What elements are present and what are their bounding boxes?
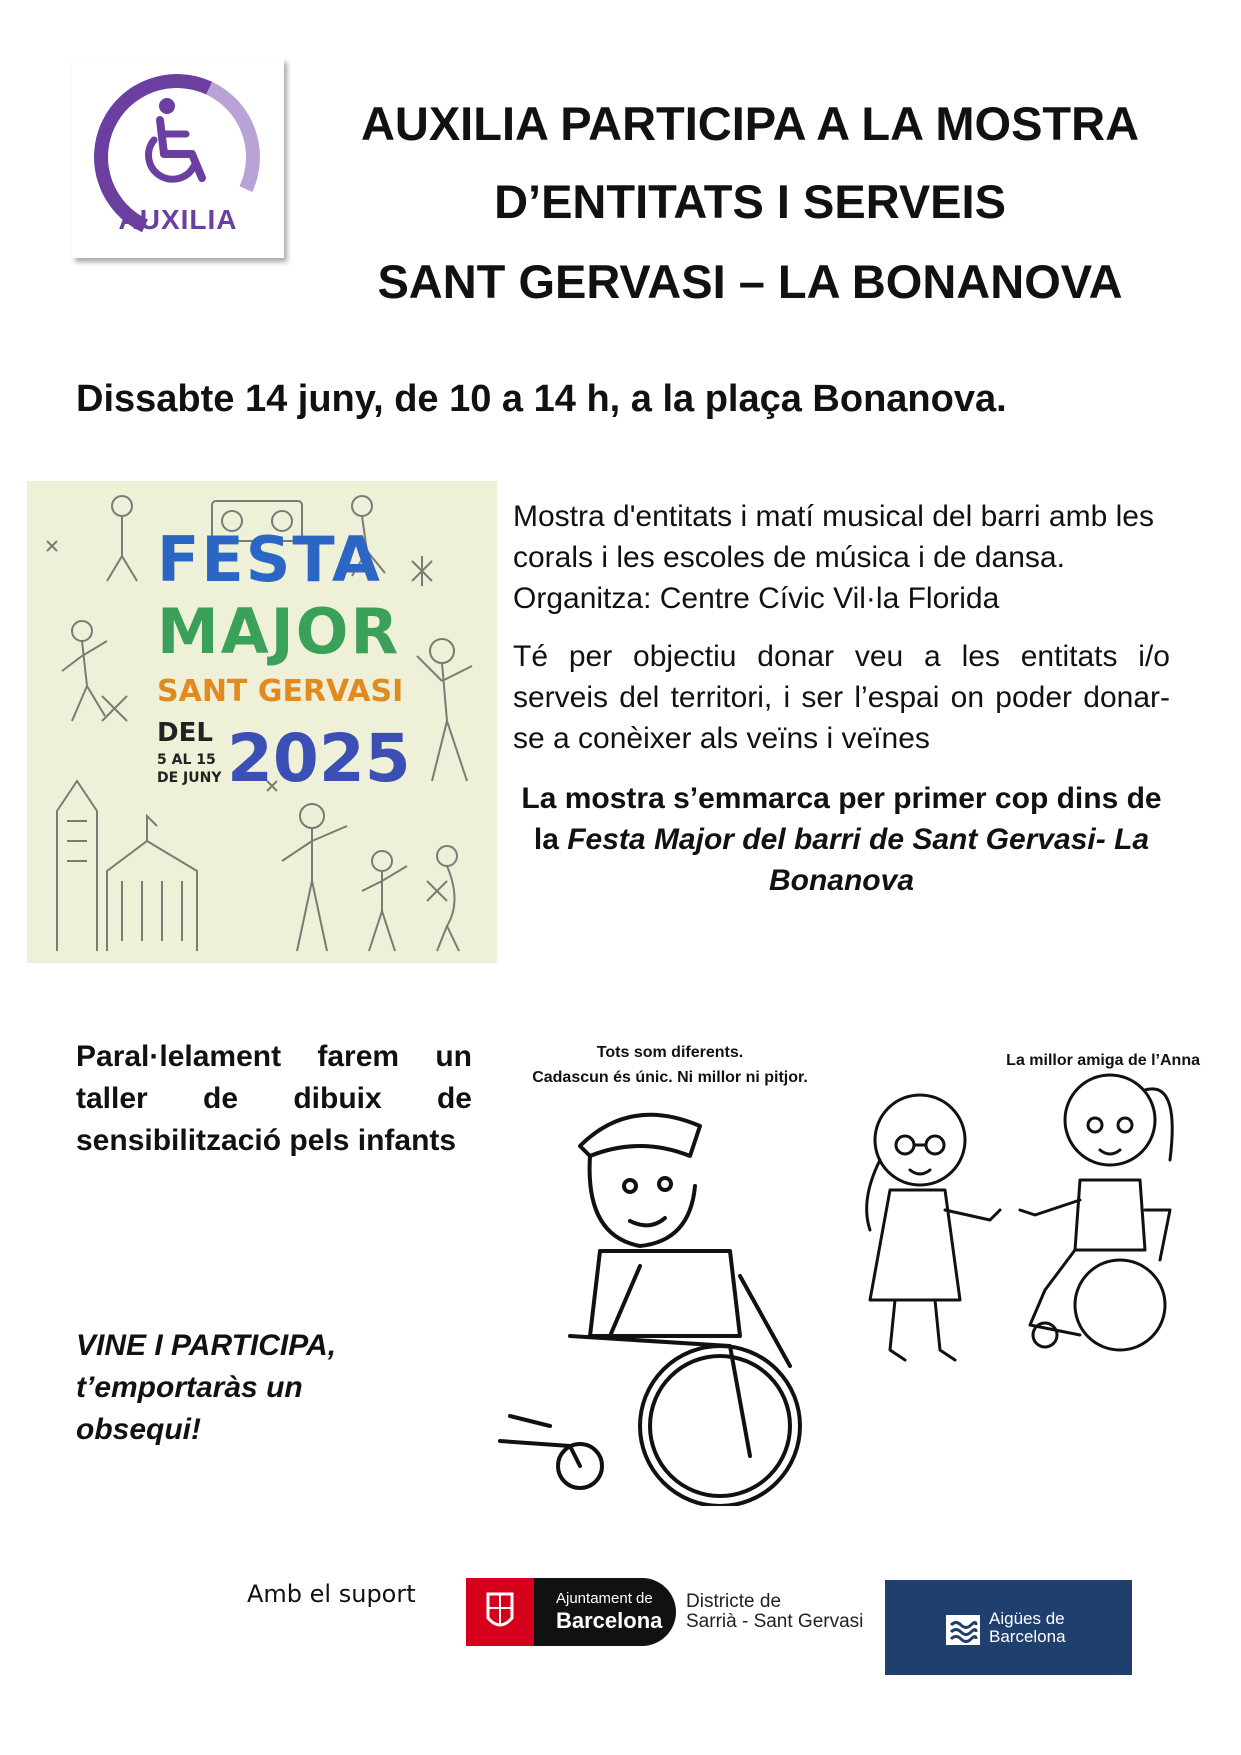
two-girls-drawing <box>850 1050 1210 1395</box>
poster-major-text: MAJOR <box>157 595 401 668</box>
description-paragraph-1: Mostra d'entitats i matí musical del barri amb les corals i les escoles de música i de dansa. Organitza: Centre Cívic Vil·la Florida <box>513 500 1154 615</box>
cta-line-1: VINE I PARTICIPA, <box>76 1329 337 1362</box>
aigues-text <box>989 1610 1066 1646</box>
districte-line-b: Sarrià - Sant Gervasi <box>686 1611 864 1632</box>
aigues-line-a: Aigües de <box>989 1609 1065 1628</box>
page-title-line-3: SANT GERVASI – LA BONANOVA <box>377 255 1123 308</box>
festa-major-highlight <box>513 778 1170 901</box>
ajuntament-small-text: Ajuntament de <box>556 1590 653 1607</box>
cta-line-3: obsequi! <box>76 1413 201 1446</box>
caption-1-line-b: Cadascun és únic. Ni millor ni pitjor. <box>532 1069 808 1086</box>
highlight-emphasis: Festa Major del barri de Sant Gervasi- La Bonanova <box>567 823 1150 897</box>
festa-major-poster <box>27 481 497 963</box>
aigues-barcelona-logo <box>885 1580 1132 1675</box>
poster-year-text: 2025 <box>227 720 411 797</box>
wheelchair-icon <box>134 96 224 196</box>
districte-line-a: Districte de <box>686 1591 782 1612</box>
districte-label <box>686 1592 863 1632</box>
support-label: Amb el suport <box>247 1580 416 1608</box>
poster-santgervasi-text: SANT GERVASI <box>157 674 404 709</box>
workshop-text: Paral·lelament farem un taller de dibuix de sensibilització pels infants <box>76 1040 472 1157</box>
event-date: Dissabte 14 juny, de 10 a 14 h, a la plaça Bonanova. <box>76 378 1007 420</box>
aigues-line-b: Barcelona <box>989 1627 1066 1646</box>
poster-del-text: DEL <box>157 718 213 748</box>
caption-1-line-a: Tots som diferents. <box>596 1044 744 1061</box>
poster-dates-b: DE JUNY <box>157 770 222 786</box>
highlight-lead: La mostra s’emmarca per primer cop dins de la <box>521 782 1162 856</box>
page-title-line-1: AUXILIA PARTICIPA A LA MOSTRA <box>360 97 1140 150</box>
barcelona-shield-icon <box>466 1578 534 1646</box>
drawing-caption-2: La millor amiga de l’Anna <box>1006 1052 1200 1069</box>
ajuntament-barcelona-logo <box>466 1578 676 1646</box>
description-paragraph-2: Té per objectiu donar veu a les entitats i/o serveis del territori, i ser l’espai on poder donar-se a conèixer als veïns i veïnes <box>513 640 1170 755</box>
poster-illustration <box>27 481 497 963</box>
page-title-line-2: D’ENTITATS I SERVEIS <box>494 175 1006 228</box>
ajuntament-big-text: Barcelona <box>556 1608 663 1633</box>
cta-line-2: t’emportaràs un <box>76 1371 303 1404</box>
auxilia-logo <box>72 58 284 258</box>
poster-festa-text: FESTA <box>157 523 382 596</box>
logo-brand-text: AUXILIA <box>118 204 238 235</box>
boy-wheelchair-drawing <box>490 1036 850 1506</box>
aigues-waves-icon <box>946 1615 980 1645</box>
poster-dates-a: 5 AL 15 <box>157 752 216 768</box>
call-to-action <box>76 1325 416 1451</box>
